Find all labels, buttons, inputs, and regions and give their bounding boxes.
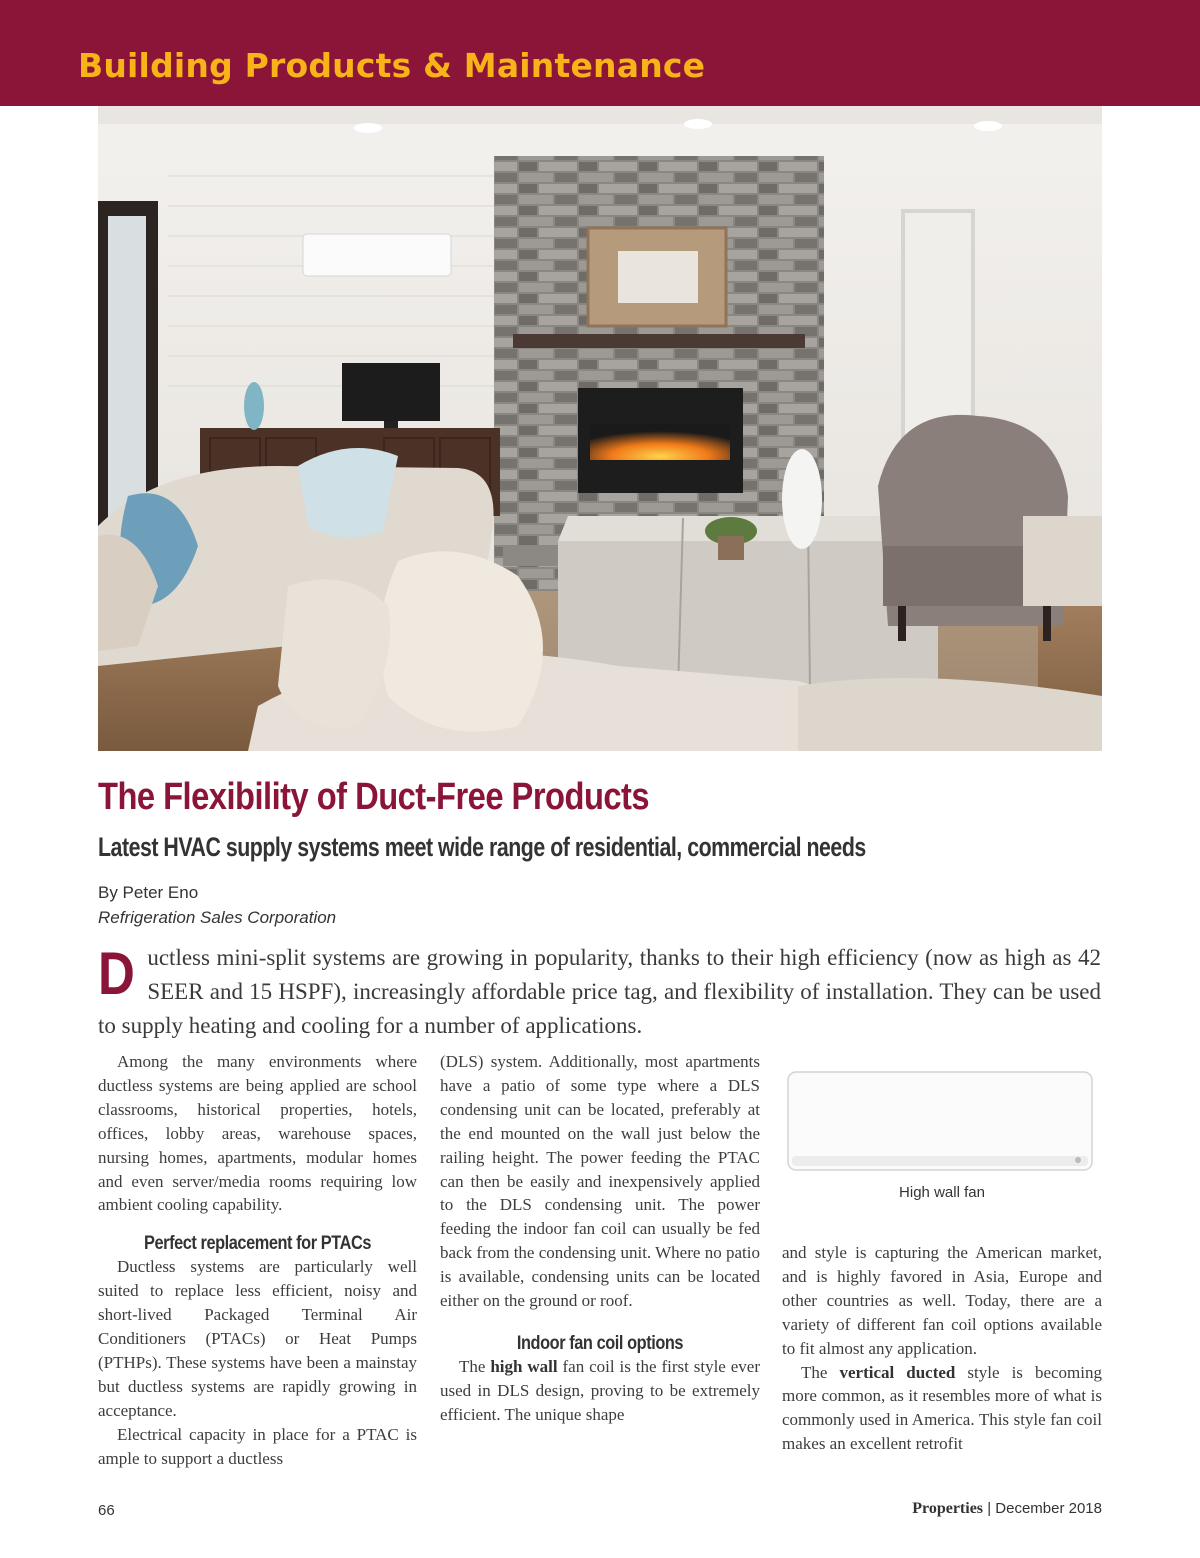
col2-paragraph-1: (DLS) system. Additionally, most apartments have a patio of some type where a DLS condensing unit can be located, preferably at the end mounted on the wall just below the railing height. The power feeding the PTAC can then be easily and inexpensively applied to the DLS condensing unit. The power feeding the indoor fan coil can usually be fed back from the condensing unit. Where no patio is available, condensing units can be located either on the ground or roof.	[440, 1052, 760, 1311]
publication-name: Properties	[912, 1500, 984, 1517]
author-name: By Peter Eno	[98, 883, 199, 902]
folio	[912, 1500, 1102, 1518]
col2-heading: Indoor fan coil options	[516, 1332, 684, 1354]
high-wall-term: high wall	[490, 1356, 558, 1376]
drop-cap: D	[98, 940, 135, 1007]
column-1	[98, 1050, 417, 1471]
col1-paragraph-1: Among the many environments where ductless systems are being applied are school classrooms, historical properties, hotels, offices, lobby areas, warehouse spaces, nursing homes, apartments, modular homes and even server/media rooms requiring low ambient cooling capability.	[98, 1052, 417, 1215]
col3-paragraph-1: and style is capturing the American market, and is highly favored in Asia, Europe and other countries as well. Today, there are a variety of different fan coil options available to fit almost any application.	[782, 1243, 1102, 1358]
page-number: 66	[98, 1502, 115, 1519]
col1-heading: Perfect replacement for PTACs	[144, 1233, 371, 1255]
col2-paragraph-2: The high wall fan coil is the first style ever used in DLS design, proving to be extremely efficient. The unique shape	[440, 1356, 760, 1424]
column-3	[782, 1241, 1102, 1456]
col1-paragraph-2: Ductless systems are particularly well suited to replace less efficient, noisy and short-lived Packaged Terminal Air Conditioners (PTACs) or Heat Pumps (PTHPs). These systems have been a mainstay but ductless systems are rapidly growing in acceptance.	[98, 1257, 417, 1420]
lead-text: uctless mini-split systems are growing in popularity, thanks to their high efficiency (now as high as 42 SEER and 15 HSPF), increasingly affordable price tag, and flexibility of installation. They can be used to supply heating and cooling for a number of applications.	[98, 945, 1101, 1038]
figure-caption: High wall fan	[899, 1184, 985, 1201]
col3-paragraph-2: The vertical ducted style is becoming more common, as it resembles more of what is commonly used in America. This style fan coil makes an excellent retrofit	[782, 1362, 1103, 1454]
living-room-photo	[98, 106, 1102, 751]
author-organization: Refrigeration Sales Corporation	[98, 908, 337, 927]
issue-date: December 2018	[995, 1500, 1102, 1517]
section-title: Building Products & Maintenance	[78, 46, 706, 85]
col1-paragraph-3: Electrical capacity in place for a PTAC is ample to support a ductless	[98, 1424, 417, 1468]
vertical-ducted-term: vertical ducted	[839, 1362, 956, 1382]
article-headline: The Flexibility of Duct-Free Products	[98, 776, 650, 818]
byline	[98, 880, 336, 930]
column-2	[440, 1050, 760, 1427]
lead-paragraph	[98, 941, 1101, 1043]
article-subhead: Latest HVAC supply systems meet wide range of residential, commercial needs	[98, 832, 866, 862]
section-banner	[0, 0, 1200, 106]
folio-separator: |	[983, 1500, 996, 1517]
